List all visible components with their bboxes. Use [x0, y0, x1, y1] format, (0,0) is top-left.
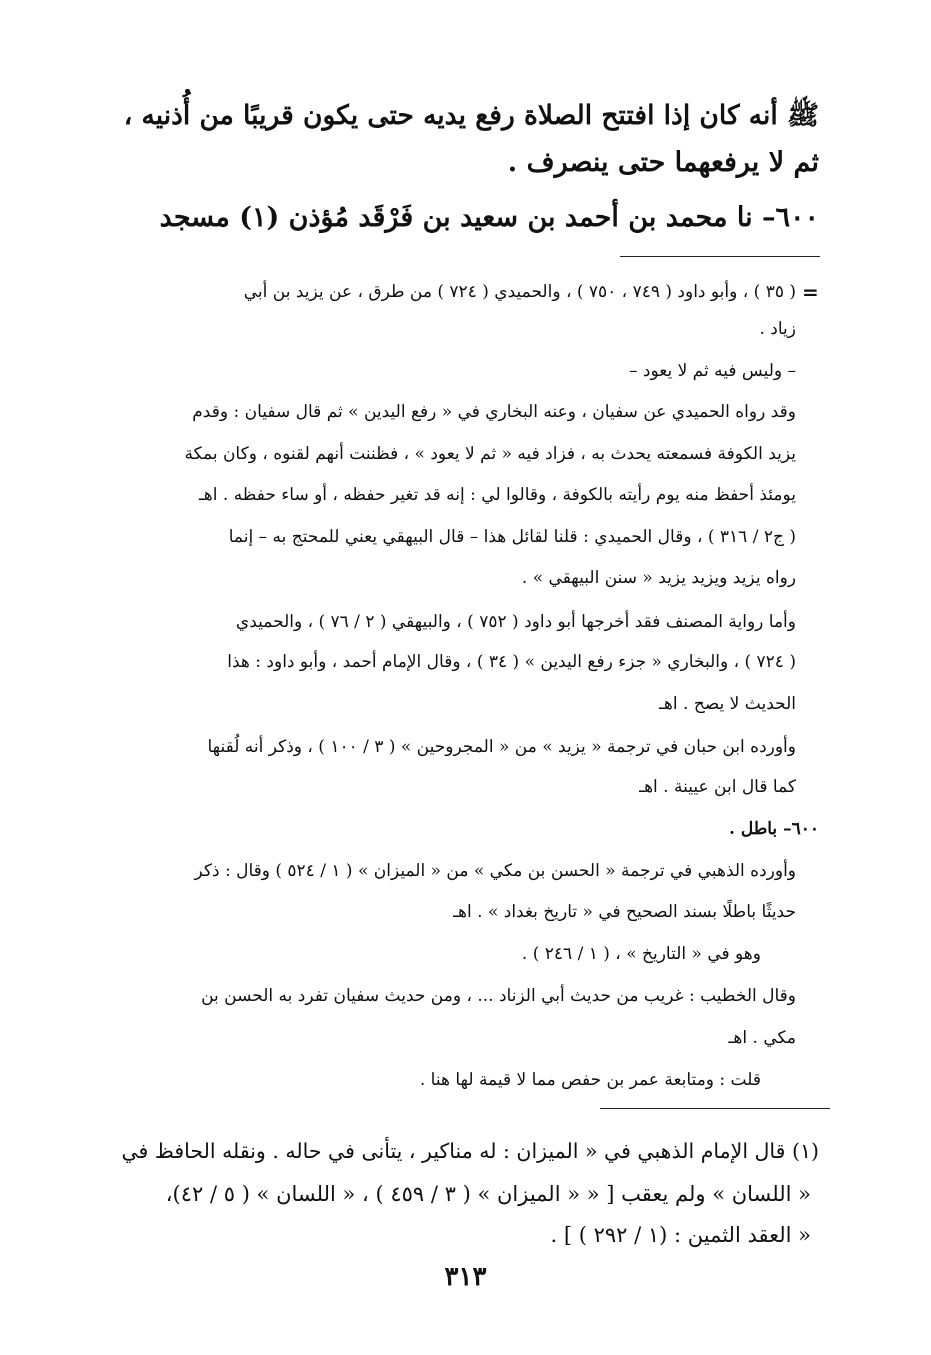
note-line-9: وأما رواية المصنف فقد أخرجها أبو داود ( ٧٥٢ ) ، والبيهقي ( ٢ / ٧٦ ) ، والحميدي [235, 612, 796, 632]
note-line-1: ( ٣٥ ) ، وأبو داود ( ٧٤٩ ، ٧٥٠ ) ، والحميدي ( ٧٢٤ ) من طرق ، عن يزيد بن أبي [243, 282, 796, 302]
main-notes-divider [620, 256, 820, 257]
note-line-5: يزيد الكوفة فسمعته يحدث به ، فزاد فيه « ثم لا يعود » ، فظننت أنهم لقنوه ، وكان بمكة [184, 444, 796, 464]
footnote-1-line-1: (١) قال الإمام الذهبي في « الميزان : له مناكير ، يتأنى في حاله . ونقله الحافظ في [121, 1139, 819, 1163]
note-line-20: قلت : ومتابعة عمر بن حفص مما لا قيمة لها هنا . [419, 1070, 761, 1090]
note-line-13: كما قال ابن عيينة . اهـ [639, 777, 796, 797]
continuation-marker: = [802, 280, 819, 304]
note-line-15: وأورده الذهبي في ترجمة « الحسن بن مكي » من « الميزان » ( ١ / ٥٢٤ ) وقال : ذكر [194, 861, 796, 881]
footnote-divider [600, 1108, 830, 1109]
note-line-17: وهو في « التاريخ » ، ( ١ / ٢٤٦ ) . [521, 944, 761, 964]
note-line-10: ( ٧٢٤ ) ، والبخاري « جزء رفع اليدين » ( ٣٤ ) ، وقال الإمام أحمد ، وأبو داود : هذا [227, 652, 796, 672]
note-line-12: وأورده ابن حبان في ترجمة « يزيد » من « المجروحين » ( ٣ / ١٠٠ ) ، وذكر أنه لُقنها [207, 737, 796, 757]
note-line-6: يومئذ أحفظ منه يوم رأيته بالكوفة ، وقالوا لي : إنه قد تغير حفظه ، أو ساء حفظه . اهـ [198, 485, 796, 505]
note-line-16: حديثًا باطلًا بسند الصحيح في « تاريخ بغداد » . اهـ [453, 902, 796, 922]
note-600-heading: ٦٠٠– باطل . [729, 819, 819, 839]
note-line-19: مكي . اهـ [728, 1028, 796, 1048]
main-text-line-1: ﷺ أنه كان إذا افتتح الصلاة رفع يديه حتى يكون قريبًا من أُذنيه ، [123, 100, 819, 131]
note-line-3: – وليس فيه ثم لا يعود – [628, 361, 796, 381]
footnote-1-line-2: « اللسان » ولم يعقب [ « « الميزان » ( ٣ / ٤٥٩ ) ، « اللسان » ( ٥ / ٤٢)، [165, 1182, 811, 1206]
hadith-600-heading: ٦٠٠– نا محمد بن أحمد بن سعيد بن فَرْقَد مُؤذن (١) مسجد [159, 202, 819, 233]
note-line-18: وقال الخطيب : غريب من حديث أبي الزناد ... ، ومن حديث سفيان تفرد به الحسن بن [201, 986, 796, 1006]
main-text-line-2: ثم لا يرفعهما حتى ينصرف . [507, 147, 819, 178]
page-number: ٣١٣ [444, 1262, 487, 1292]
note-line-11: الحديث لا يصح . اهـ [658, 694, 796, 714]
note-line-7: ( ج٢ / ٣١٦ ) ، وقال الحميدي : قلنا لقائل هذا – قال البيهقي يعني للمحتج به – إنما [228, 527, 796, 547]
footnote-1-line-3: « العقد الثمين : (١ / ٢٩٢ ) ] . [550, 1223, 811, 1247]
note-line-2: زياد . [759, 319, 796, 339]
note-line-4: وقد رواه الحميدي عن سفيان ، وعنه البخاري في « رفع اليدين » ثم قال سفيان : وقدم [192, 402, 796, 422]
note-line-8: رواه يزيد ويزيد يزيد « سنن البيهقي » . [521, 568, 796, 588]
